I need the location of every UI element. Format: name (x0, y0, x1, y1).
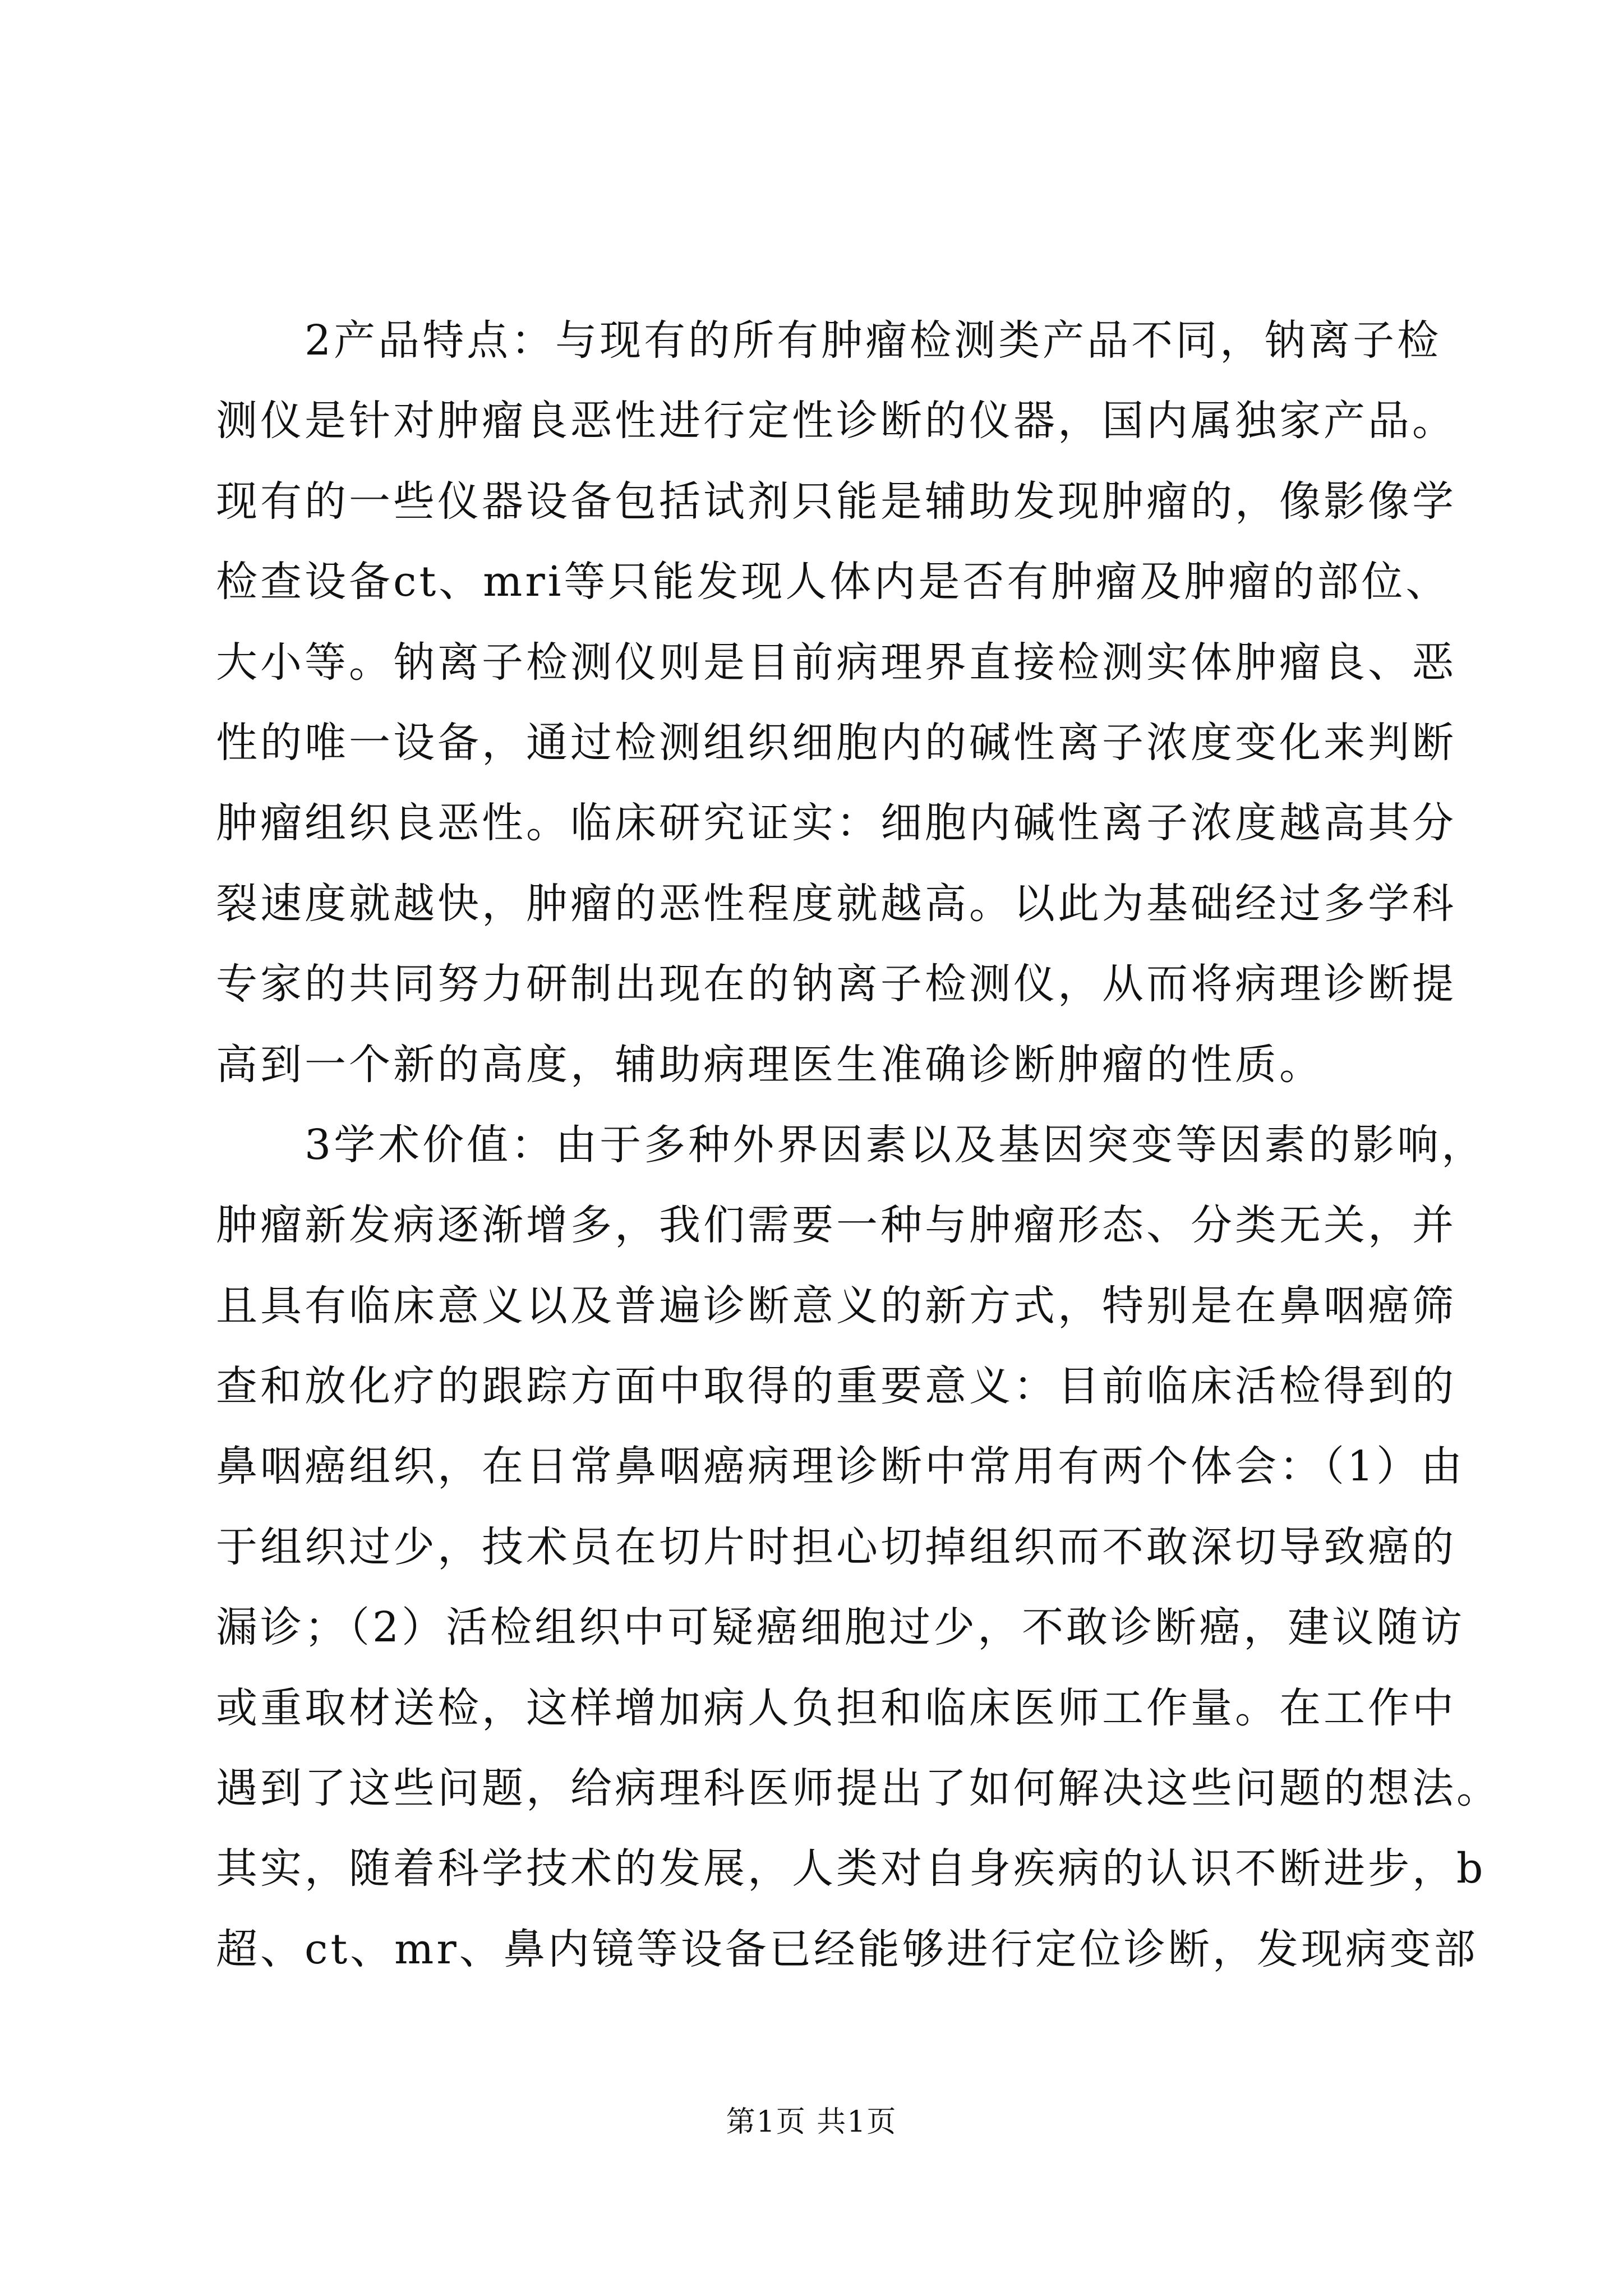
document-body (216, 301, 1501, 1990)
text-line: 或重取材送检，这样增加病人负担和临床医师工作量。在工作中 (216, 1683, 1456, 1732)
text-line: 高到一个新的高度，辅助病理医生准确诊断肿瘤的性质。 (216, 1040, 1324, 1089)
page-number-label: 第1页 共1页 (726, 2105, 897, 2139)
text-line: 现有的一些仪器设备包括试剂只能是辅助发现肿瘤的，像影像学 (216, 477, 1456, 526)
text-line: 测仪是针对肿瘤良恶性进行定性诊断的仪器，国内属独家产品。 (216, 397, 1456, 445)
text-line: 肿瘤新发病逐渐增多，我们需要一种与肿瘤形态、分类无关，并 (216, 1201, 1456, 1250)
text-line: 查和放化疗的跟踪方面中取得的重要意义：目前临床活检得到的 (216, 1362, 1456, 1411)
text-line: 且具有临床意义以及普遍诊断意义的新方式，特别是在鼻咽癌筛 (216, 1281, 1456, 1330)
text-line: 肿瘤组织良恶性。临床研究证实：细胞内碱性离子浓度越高其分 (216, 799, 1456, 848)
text-line: 遇到了这些问题，给病理科医师提出了如何解决这些问题的想法。 (216, 1764, 1501, 1813)
page-footer (0, 2098, 1623, 2140)
text-line: 鼻咽癌组织，在日常鼻咽癌病理诊断中常用有两个体会：（1）由 (216, 1442, 1465, 1491)
text-line: 检查设备ct、mri等只能发现人体内是否有肿瘤及肿瘤的部位、 (216, 558, 1450, 606)
text-line: 3学术价值：由于多种外界因素以及基因突变等因素的影响， (216, 1120, 1486, 1169)
text-line: 2产品特点：与现有的所有肿瘤检测类产品不同，钠离子检 (216, 316, 1442, 365)
text-line: 专家的共同努力研制出现在的钠离子检测仪，从而将病理诊断提 (216, 960, 1456, 1009)
text-line: 性的唯一设备，通过检测组织细胞内的碱性离子浓度变化来判断 (216, 718, 1456, 767)
text-line: 裂速度就越快，肿瘤的恶性程度就越高。以此为基础经过多学科 (216, 879, 1456, 928)
text-line: 其实，随着科学技术的发展，人类对自身疾病的认识不断进步，b (216, 1844, 1486, 1893)
text-line: 于组织过少，技术员在切片时担心切掉组织而不敢深切导致癌的 (216, 1522, 1456, 1571)
paragraph-product-features (216, 301, 1456, 1105)
text-line: 大小等。钠离子检测仪则是目前病理界直接检测实体肿瘤良、恶 (216, 638, 1456, 687)
paragraph-academic-value (216, 1105, 1501, 1990)
text-line: 漏诊；（2）活检组织中可疑癌细胞过少，不敢诊断癌，建议随访 (216, 1603, 1465, 1652)
text-line: 超、ct、mr、鼻内镜等设备已经能够进行定位诊断，发现病变部 (216, 1925, 1478, 1973)
